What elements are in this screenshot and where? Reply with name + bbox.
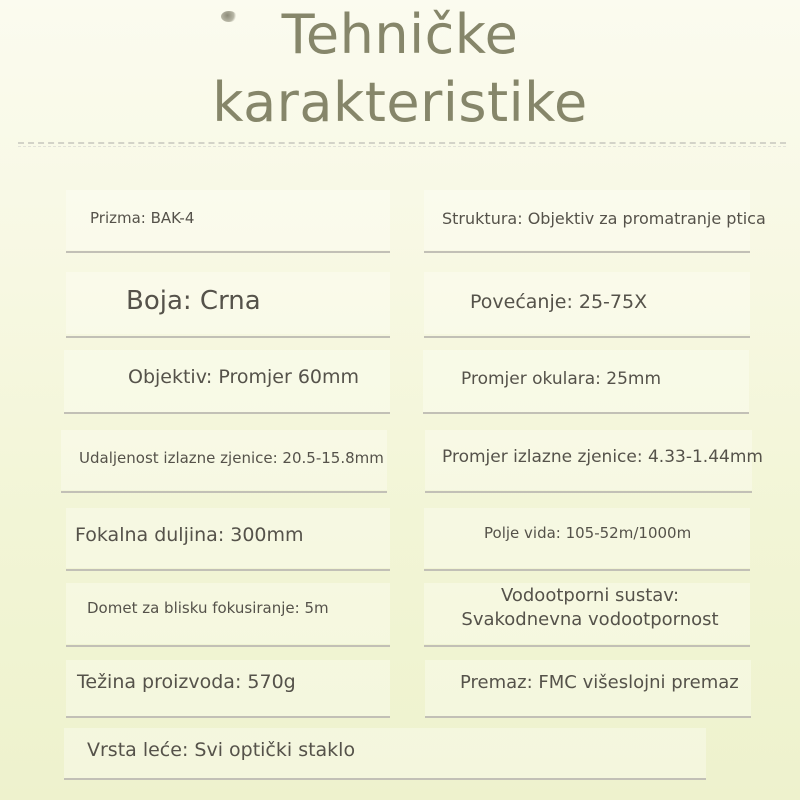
spec-underline bbox=[423, 412, 749, 414]
spec-domet: Domet za blisku fokusiranje: 5m bbox=[87, 599, 329, 617]
spec-vodootporni-sustav-value: Svakodnevna vodootpornost bbox=[461, 609, 719, 630]
spec-underline bbox=[66, 569, 390, 571]
spec-underline bbox=[424, 251, 750, 253]
spec-promjer-okulara: Promjer okulara: 25mm bbox=[461, 369, 662, 389]
spec-underline bbox=[424, 569, 750, 571]
title-divider-shadow bbox=[18, 146, 786, 147]
spec-promjer-zjenice: Promjer izlazne zjenice: 4.33-1.44mm bbox=[442, 447, 763, 467]
spec-povecanje: Povećanje: 25-75X bbox=[470, 291, 648, 313]
page-title-line-1: Tehničke bbox=[281, 3, 519, 66]
spec-underline bbox=[66, 716, 390, 718]
spec-underline bbox=[425, 491, 752, 493]
spec-underline bbox=[66, 645, 390, 647]
spec-premaz: Premaz: FMC višeslojni premaz bbox=[460, 672, 739, 693]
spec-prizma: Prizma: BAK-4 bbox=[90, 209, 195, 227]
spec-vodootporni-sustav-label: Vodootporni sustav: bbox=[500, 585, 680, 606]
spec-underline bbox=[425, 716, 751, 718]
spec-objektiv: Objektiv: Promjer 60mm bbox=[128, 366, 360, 388]
spec-struktura: Struktura: Objektiv za promatranje ptica bbox=[442, 209, 766, 228]
spec-vrsta-lece: Vrsta leće: Svi optički staklo bbox=[87, 739, 356, 761]
page-title-line-2: karakteristike bbox=[212, 71, 588, 134]
spec-vodootporni-sustav bbox=[440, 584, 740, 632]
spec-underline bbox=[424, 336, 750, 338]
spec-underline bbox=[66, 251, 390, 253]
spec-udaljenost-zjenice: Udaljenost izlazne zjenice: 20.5-15.8mm bbox=[79, 449, 384, 467]
spec-tezina: Težina proizvoda: 570g bbox=[77, 671, 296, 693]
spec-boja: Boja: Crna bbox=[126, 286, 261, 316]
spec-underline bbox=[66, 336, 390, 338]
spec-underline bbox=[64, 778, 706, 780]
spec-fokalna-duljina: Fokalna duljina: 300mm bbox=[75, 524, 304, 546]
title-divider bbox=[18, 142, 786, 144]
spec-underline bbox=[64, 412, 390, 414]
spec-underline bbox=[61, 491, 387, 493]
spec-polje-vida: Polje vida: 105-52m/1000m bbox=[484, 524, 692, 542]
spec-underline bbox=[424, 645, 750, 647]
